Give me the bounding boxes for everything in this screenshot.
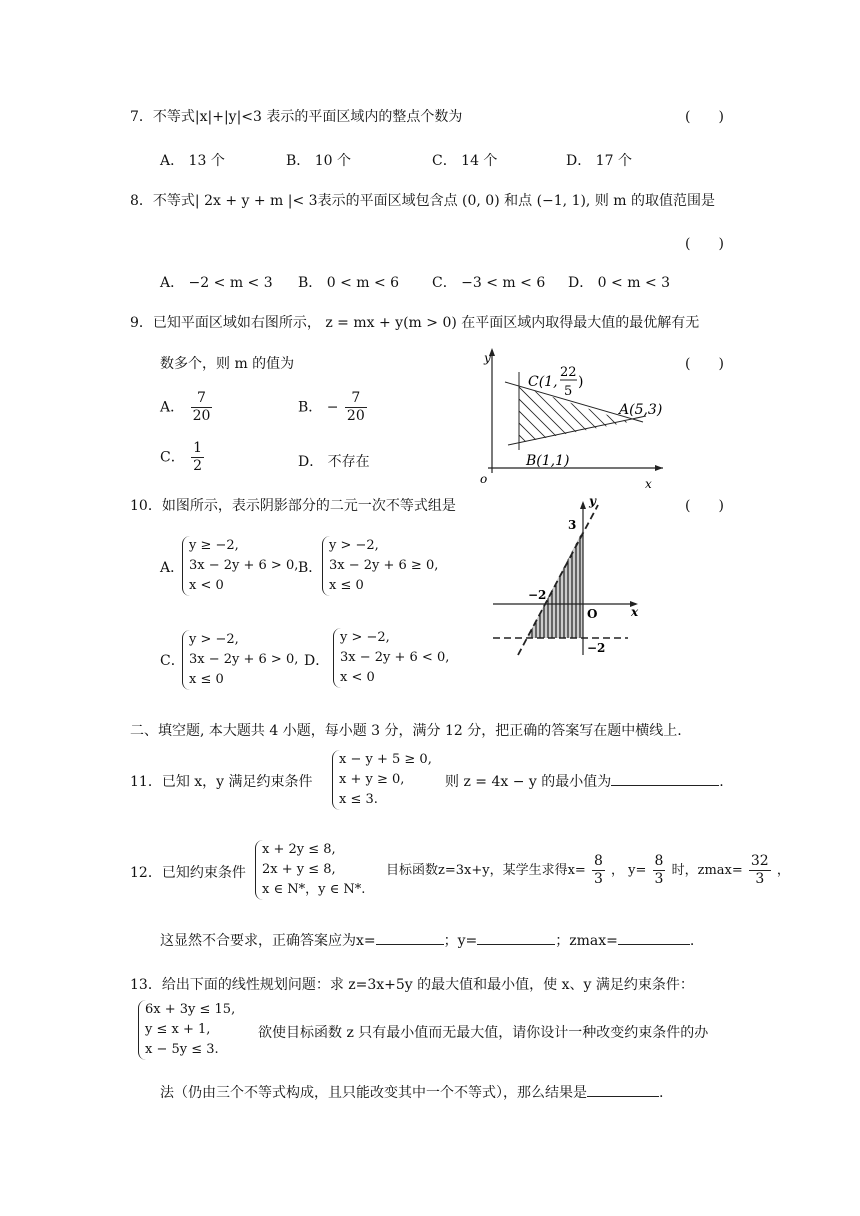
q7-stem: 7．不等式|x|+|y|<3 表示的平面区域内的整点个数为 [130, 109, 463, 125]
q13-last-line: 法（仍由三个不等式构成，且只能改变其中一个不等式），那么结果是 . [160, 1085, 664, 1101]
q9-answer-paren: ( ) [685, 356, 724, 372]
q7-option-d: D． 17 个 [566, 153, 632, 169]
q10-option-d-system: y > −2, 3x − 2y + 6 < 0, x < 0 [333, 628, 449, 688]
q9-label-c: C(1, [528, 374, 558, 390]
q10-label-x: x [631, 605, 639, 619]
q13-constraint-system: 6x + 3y ≤ 15, y ≤ x + 1, x − 5y ≤ 3. [138, 1000, 235, 1060]
q7-option-a: A． 13 个 [160, 153, 225, 169]
q10-option-a-system: y ≥ −2, 3x − 2y + 6 > 0, x < 0 [182, 536, 298, 596]
q8-answer-paren: ( ) [685, 236, 724, 252]
q10-answer-paren: ( ) [685, 498, 724, 514]
q13-side-text: 欲使目标函数 z 只有最小值而无最大值，请你设计一种改变约束条件的办 [258, 1025, 709, 1041]
q10-option-b-system: y > −2, 3x − 2y + 6 ≥ 0, x ≤ 0 [322, 536, 438, 596]
q12-objective: 目标函数z=3x+y，某学生求得x= $\frac{8}{3}$ ， y= $\frac{8}{3}$ 时，zmax= $\frac{32}{3}$ ， [386, 853, 790, 887]
q10-label-3: 3 [568, 518, 577, 532]
q9-stem-line2: 数多个，则 m 的值为 [160, 356, 295, 372]
q10-figure [488, 495, 648, 665]
q10-label-minus2-x: −2 [528, 588, 547, 602]
q10-option-b-label: B． [298, 560, 323, 576]
section2-title: 二、填空题, 本大题共 4 小题，每小题 3 分，满分 12 分，把正确的答案写在题中横线上. [130, 723, 682, 739]
q10-option-c-system: y > −2, 3x − 2y + 6 > 0, x ≤ 0 [182, 630, 298, 690]
q8-option-c: C． −3 < m < 6 [432, 275, 546, 291]
q9-label-o: o [480, 472, 488, 486]
q12-pre: 12．已知约束条件 [130, 865, 246, 881]
q9-label-a: A(5,3) [619, 402, 663, 418]
q7-option-c: C． 14 个 [432, 153, 498, 169]
q9-hatch [498, 348, 654, 450]
arrow-right-icon [655, 465, 663, 471]
q11-answer-blank[interactable] [611, 785, 719, 786]
q8-stem: 8．不等式| 2x + y + m |< 3表示的平面区域包含点 (0, 0) 和点 (−1, 1), 则 m 的取值范围是 [130, 193, 716, 209]
q11-post: 则 z = 4x − y 的最小值为 . [445, 774, 724, 790]
q9-option-d: D． 不存在 [298, 454, 370, 470]
q9-figure [478, 340, 668, 490]
q8-option-d: D． 0 < m < 3 [568, 275, 671, 291]
q12-answer-line: 这显然不合要求，正确答案应为x= ；y= ；zmax= . [160, 933, 695, 949]
q11-constraint-system: x − y + 5 ≥ 0, x + y ≥ 0, x ≤ 3. [332, 750, 432, 810]
q9-option-a: A． $\frac{7}{20}$ [160, 390, 211, 424]
q9-label-c-num: 22 [560, 365, 577, 380]
q9-label-c-close: ) [578, 374, 584, 390]
q10-label-y: y [589, 495, 596, 508]
q7-answer-paren: ( ) [685, 109, 724, 125]
q9-label-y: y [484, 351, 491, 365]
q13-answer-blank[interactable] [587, 1096, 659, 1097]
q8-option-b: B． 0 < m < 6 [298, 275, 400, 291]
arrow-up-icon [580, 501, 586, 509]
q9-label-c-den: 5 [564, 384, 573, 399]
q10-label-o: O [587, 607, 598, 621]
q12-x-blank[interactable] [376, 944, 444, 945]
q12-constraint-system: x + 2y ≤ 8, 2x + y ≤ 8, x ∈ N*，y ∈ N*. [255, 840, 365, 900]
q10-stem: 10．如图所示，表示阴影部分的二元一次不等式组是 [130, 498, 456, 514]
q12-y-blank[interactable] [477, 944, 555, 945]
q13-stem: 13．给出下面的线性规划问题：求 z=3x+5y 的最大值和最小值，使 x、y 满足约束条件： [130, 977, 694, 993]
q10-label-minus2-y: −2 [587, 641, 606, 655]
q9-label-b: B(1,1) [526, 453, 570, 469]
q9-option-c: C． $\frac{1}{2}$ [160, 440, 203, 474]
q11-pre: 11．已知 x，y 满足约束条件 [130, 774, 313, 790]
q8-option-a: A． −2 < m < 3 [160, 275, 273, 291]
q12-z-blank[interactable] [618, 944, 690, 945]
q9-option-b: B． − $\frac{7}{20}$ [298, 390, 365, 424]
q10-option-c-label: C． [160, 653, 185, 669]
q9-label-x: x [645, 477, 652, 490]
q10-option-a-label: A． [160, 560, 185, 576]
q7-option-b: B． 10 个 [286, 153, 352, 169]
q10-option-d-label: D． [304, 653, 330, 669]
q9-stem-line1: 9．已知平面区域如右图所示， z = mx + y(m > 0) 在平面区域内取得最大值的最优解有无 [130, 315, 700, 331]
